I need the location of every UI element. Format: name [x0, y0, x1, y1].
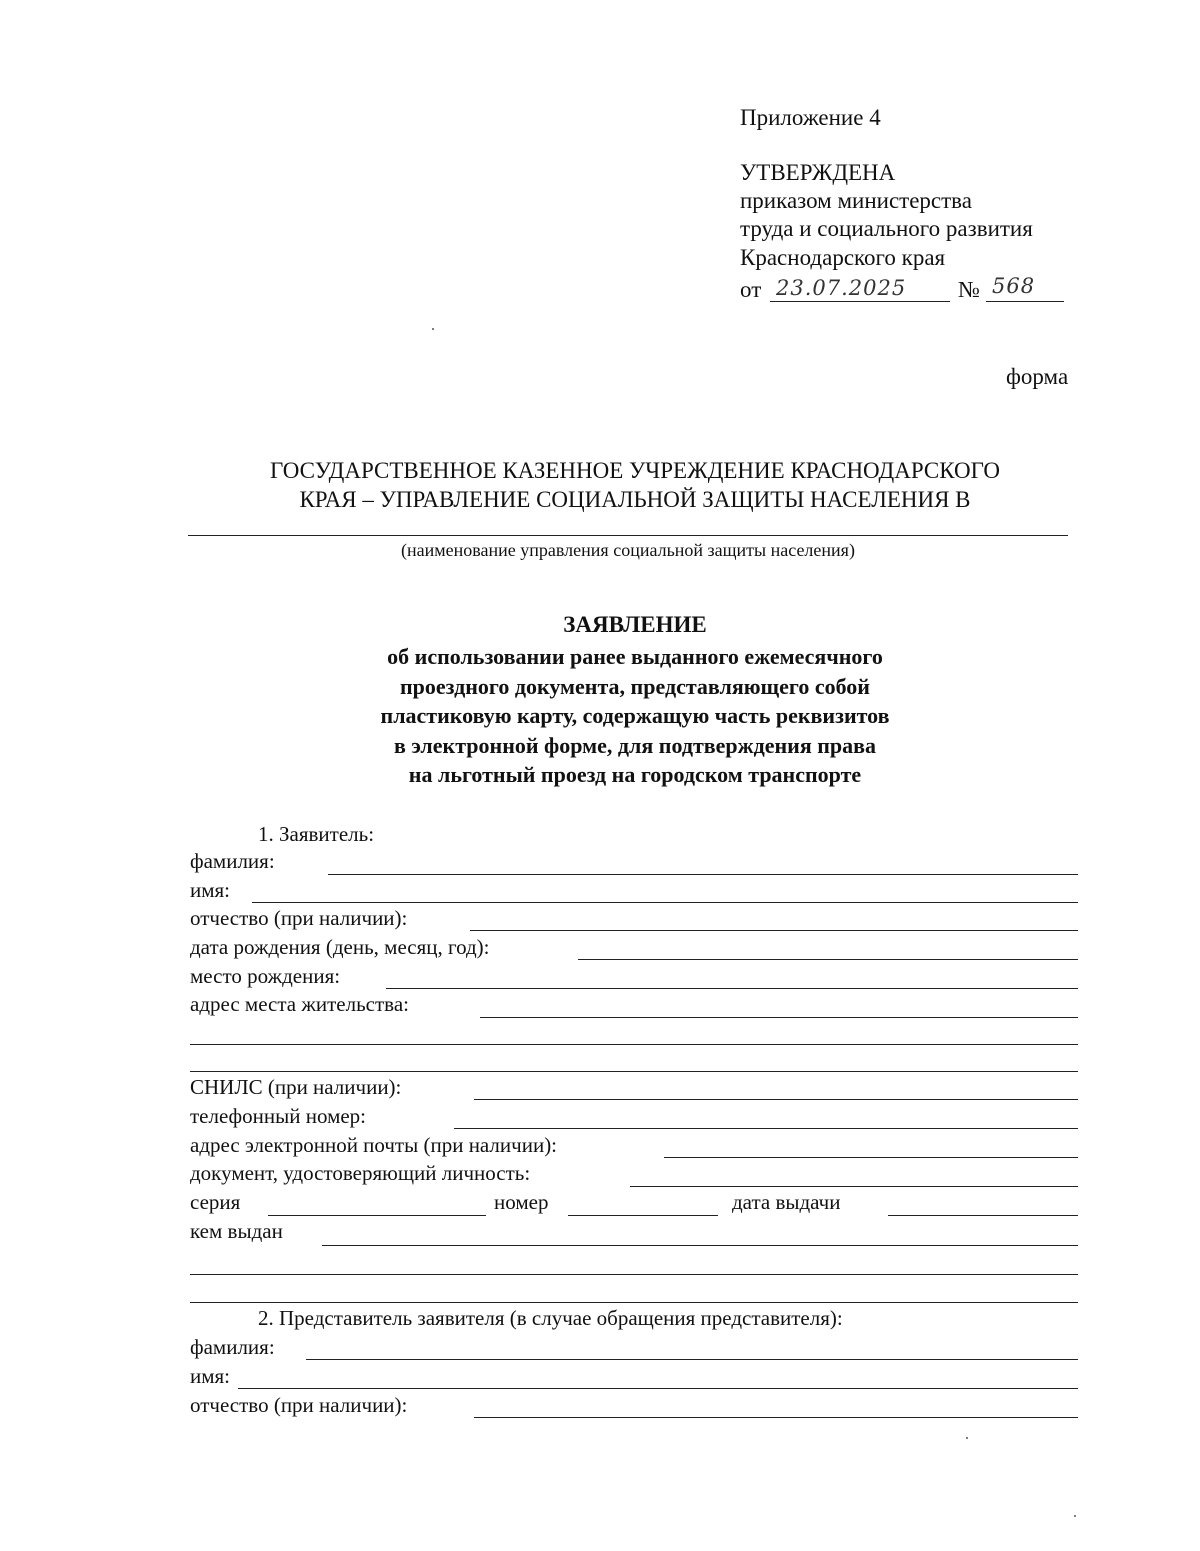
applicant-patronymic-field[interactable] — [470, 930, 1078, 931]
applicant-phone-label: телефонный номер: — [190, 1104, 367, 1128]
scan-speck — [1074, 1515, 1076, 1517]
order-line-1: приказом министерства — [740, 188, 972, 213]
applicant-issue-date-field[interactable] — [888, 1215, 1078, 1216]
applicant-address-field-2[interactable] — [190, 1044, 1078, 1045]
applicant-number-label: номер — [494, 1190, 549, 1214]
number-underline — [986, 301, 1064, 302]
applicant-series-field[interactable] — [268, 1215, 486, 1216]
applicant-name-field[interactable] — [252, 902, 1078, 903]
applicant-issued-by-field-3[interactable] — [190, 1302, 1078, 1303]
order-line-3: Краснодарского края — [740, 245, 946, 270]
applicant-series-label: серия — [190, 1190, 241, 1214]
date-underline — [770, 301, 950, 302]
applicant-snils-field[interactable] — [474, 1099, 1078, 1100]
institution-line-2: КРАЯ – УПРАВЛЕНИЕ СОЦИАЛЬНОЙ ЗАЩИТЫ НАСЕЛЕНИЯ В — [299, 487, 971, 512]
applicant-patronymic-label: отчество (при наличии): — [190, 906, 408, 930]
form-label: форма — [1006, 364, 1069, 389]
applicant-birth-place-field[interactable] — [386, 988, 1078, 989]
applicant-id-document-field[interactable] — [630, 1186, 1078, 1187]
institution-caption: (наименование управления социальной защиты населения) — [401, 540, 855, 560]
title-line-1: об использовании ранее выданного ежемесячного — [387, 644, 883, 669]
applicant-address-field-1[interactable] — [480, 1017, 1078, 1018]
approved-label: УТВЕРЖДЕНА — [740, 160, 896, 185]
section-1-heading: 1. Заявитель: — [258, 822, 375, 846]
representative-surname-field[interactable] — [306, 1359, 1078, 1360]
scan-speck — [966, 1437, 968, 1439]
date-prefix: от — [740, 277, 762, 302]
applicant-surname-label: фамилия: — [190, 849, 275, 873]
applicant-email-label: адрес электронной почты (при наличии): — [190, 1133, 558, 1157]
applicant-issued-by-field-1[interactable] — [322, 1245, 1078, 1246]
order-date-handwritten: 23.07.2025 — [776, 276, 907, 300]
institution-line-1: ГОСУДАРСТВЕННОЕ КАЗЕННОЕ УЧРЕЖДЕНИЕ КРАСНОДАРСКОГО — [270, 458, 1000, 483]
representative-name-field[interactable] — [238, 1388, 1078, 1389]
applicant-snils-label: СНИЛС (при наличии): — [190, 1075, 402, 1099]
applicant-surname-field[interactable] — [328, 874, 1078, 875]
applicant-id-document-label: документ, удостоверяющий личность: — [190, 1161, 531, 1185]
applicant-issued-by-field-2[interactable] — [190, 1274, 1078, 1275]
applicant-issued-by-label: кем выдан — [190, 1219, 283, 1243]
representative-surname-label: фамилия: — [190, 1335, 275, 1359]
document-title: ЗАЯВЛЕНИЕ — [563, 612, 707, 637]
applicant-number-field[interactable] — [568, 1215, 718, 1216]
scan-speck — [432, 328, 434, 330]
order-number-handwritten: 568 — [992, 274, 1036, 298]
section-2-heading: 2. Представитель заявителя (в случае обращения представителя): — [258, 1306, 843, 1330]
title-line-2: проездного документа, представляющего собой — [399, 674, 870, 699]
applicant-name-label: имя: — [190, 878, 231, 902]
applicant-address-field-3[interactable] — [190, 1071, 1078, 1072]
title-line-4: в электронной форме, для подтверждения права — [393, 733, 877, 758]
number-prefix: № — [958, 277, 980, 302]
appendix-label: Приложение 4 — [740, 105, 881, 130]
title-line-5: на льготный проезд на городском транспорте — [408, 762, 862, 787]
applicant-issue-date-label: дата выдачи — [732, 1190, 841, 1214]
applicant-birth-date-label: дата рождения (день, месяц, год): — [190, 935, 490, 959]
applicant-birth-date-field[interactable] — [578, 959, 1078, 960]
representative-patronymic-field[interactable] — [474, 1417, 1078, 1418]
applicant-address-label: адрес места жительства: — [190, 992, 409, 1016]
representative-name-label: имя: — [190, 1364, 231, 1388]
applicant-birth-place-label: место рождения: — [190, 964, 341, 988]
applicant-phone-field[interactable] — [454, 1128, 1078, 1129]
order-line-2: труда и социального развития — [740, 216, 1033, 241]
representative-patronymic-label: отчество (при наличии): — [190, 1393, 408, 1417]
title-line-3: пластиковую карту, содержащую часть реквизитов — [380, 703, 890, 728]
applicant-email-field[interactable] — [664, 1157, 1078, 1158]
